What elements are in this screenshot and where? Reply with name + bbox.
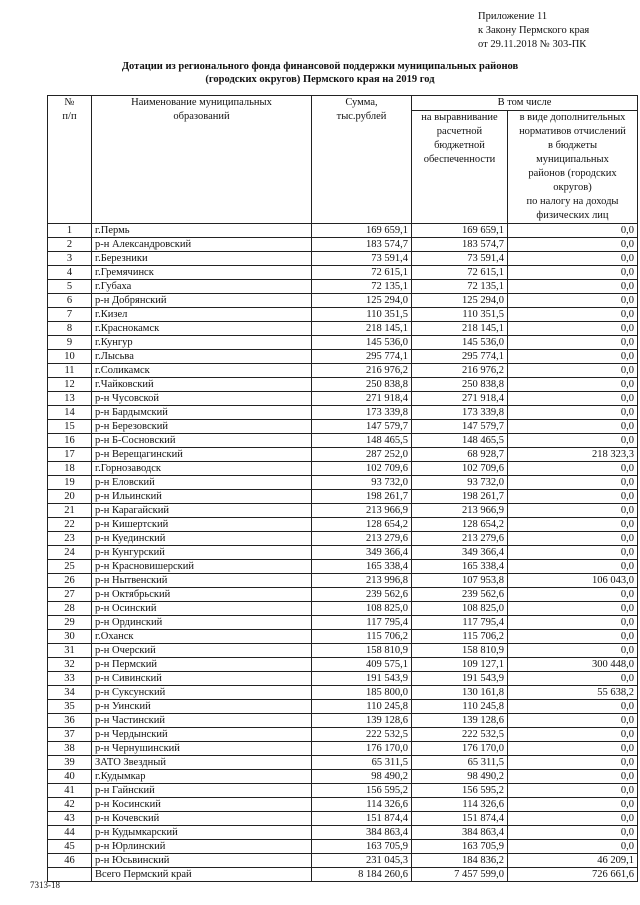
- row-equalization: 198 261,7: [412, 490, 508, 504]
- row-name: г.Березники: [92, 252, 312, 266]
- row-equalization: 239 562,6: [412, 588, 508, 602]
- row-equalization: 163 705,9: [412, 840, 508, 854]
- row-sum: 169 659,1: [312, 224, 412, 238]
- row-equalization: 73 591,4: [412, 252, 508, 266]
- row-sum: 165 338,4: [312, 560, 412, 574]
- row-name: р-н Красновишерский: [92, 560, 312, 574]
- row-sum: 151 874,4: [312, 812, 412, 826]
- row-additional: 0,0: [508, 798, 638, 812]
- row-equalization: 72 135,1: [412, 280, 508, 294]
- row-sum: 213 996,8: [312, 574, 412, 588]
- row-equalization: 117 795,4: [412, 616, 508, 630]
- row-number: 41: [48, 784, 92, 798]
- row-equalization: 295 774,1: [412, 350, 508, 364]
- row-additional: 0,0: [508, 224, 638, 238]
- row-number: 32: [48, 658, 92, 672]
- col-header-sum: Сумма, тыс.рублей: [312, 96, 412, 224]
- row-name: р-н Юрлинский: [92, 840, 312, 854]
- row-additional: 0,0: [508, 602, 638, 616]
- row-equalization: 110 245,8: [412, 700, 508, 714]
- row-sum: 271 918,4: [312, 392, 412, 406]
- document-code: 7313-18: [30, 880, 60, 890]
- row-sum: 125 294,0: [312, 294, 412, 308]
- row-additional: 0,0: [508, 518, 638, 532]
- table-row: [48, 350, 638, 364]
- row-number: 1: [48, 224, 92, 238]
- row-sum: 145 536,0: [312, 336, 412, 350]
- row-name: г.Губаха: [92, 280, 312, 294]
- row-name: р-н Юсьвинский: [92, 854, 312, 868]
- row-sum: 295 774,1: [312, 350, 412, 364]
- table-row: [48, 504, 638, 518]
- table-row: [48, 560, 638, 574]
- row-sum: 139 128,6: [312, 714, 412, 728]
- row-number: 5: [48, 280, 92, 294]
- total-row-additional: 726 661,6: [508, 868, 638, 882]
- row-number: 38: [48, 742, 92, 756]
- row-name: р-н Кишертский: [92, 518, 312, 532]
- row-equalization: 216 976,2: [412, 364, 508, 378]
- row-additional: 0,0: [508, 756, 638, 770]
- row-name: г.Лысьва: [92, 350, 312, 364]
- table-row: [48, 336, 638, 350]
- table-row: [48, 280, 638, 294]
- row-sum: 65 311,5: [312, 756, 412, 770]
- table-row: [48, 448, 638, 462]
- table-row: [48, 798, 638, 812]
- row-sum: 216 976,2: [312, 364, 412, 378]
- row-name: г.Соликамск: [92, 364, 312, 378]
- row-sum: 287 252,0: [312, 448, 412, 462]
- row-sum: 156 595,2: [312, 784, 412, 798]
- table-row: [48, 826, 638, 840]
- table-row: [48, 728, 638, 742]
- row-number: 44: [48, 826, 92, 840]
- row-number: 3: [48, 252, 92, 266]
- row-name: р-н Куединский: [92, 532, 312, 546]
- row-name: р-н Б-Сосновский: [92, 434, 312, 448]
- row-additional: 0,0: [508, 742, 638, 756]
- row-additional: 0,0: [508, 294, 638, 308]
- row-number: 15: [48, 420, 92, 434]
- table-row: [48, 784, 638, 798]
- row-additional: 0,0: [508, 532, 638, 546]
- row-name: р-н Частинский: [92, 714, 312, 728]
- row-additional: 0,0: [508, 770, 638, 784]
- row-sum: 198 261,7: [312, 490, 412, 504]
- row-number: 14: [48, 406, 92, 420]
- row-additional: 0,0: [508, 630, 638, 644]
- row-additional: 0,0: [508, 378, 638, 392]
- total-row-equalization: 7 457 599,0: [412, 868, 508, 882]
- row-equalization: 218 145,1: [412, 322, 508, 336]
- table-row: [48, 266, 638, 280]
- table-row: [48, 686, 638, 700]
- row-number: 23: [48, 532, 92, 546]
- row-number: 8: [48, 322, 92, 336]
- total-row-name: Всего Пермский край: [92, 868, 312, 882]
- appendix-line: Приложение 11: [478, 11, 548, 22]
- table-row: [48, 546, 638, 560]
- row-number: 40: [48, 770, 92, 784]
- row-number: 45: [48, 840, 92, 854]
- row-name: р-н Очерский: [92, 644, 312, 658]
- table-row: [48, 854, 638, 868]
- row-equalization: 93 732,0: [412, 476, 508, 490]
- row-number: 25: [48, 560, 92, 574]
- row-additional: 0,0: [508, 336, 638, 350]
- row-name: г.Кудымкар: [92, 770, 312, 784]
- row-number: 19: [48, 476, 92, 490]
- row-number: 46: [48, 854, 92, 868]
- row-name: р-н Чусовской: [92, 392, 312, 406]
- row-equalization: 213 966,9: [412, 504, 508, 518]
- row-equalization: 115 706,2: [412, 630, 508, 644]
- row-number: 28: [48, 602, 92, 616]
- row-additional: 0,0: [508, 476, 638, 490]
- row-additional: 0,0: [508, 434, 638, 448]
- row-additional: 0,0: [508, 280, 638, 294]
- row-sum: 231 045,3: [312, 854, 412, 868]
- table-row: [48, 602, 638, 616]
- row-equalization: 271 918,4: [412, 392, 508, 406]
- row-name: р-н Кочевский: [92, 812, 312, 826]
- row-equalization: 65 311,5: [412, 756, 508, 770]
- row-additional: 218 323,3: [508, 448, 638, 462]
- row-number: 16: [48, 434, 92, 448]
- table-row: [48, 476, 638, 490]
- row-name: р-н Октябрьский: [92, 588, 312, 602]
- row-additional: 0,0: [508, 504, 638, 518]
- row-number: 6: [48, 294, 92, 308]
- row-name: р-н Кунгурский: [92, 546, 312, 560]
- row-number: 43: [48, 812, 92, 826]
- row-additional: 0,0: [508, 266, 638, 280]
- row-sum: 72 615,1: [312, 266, 412, 280]
- table-row: [48, 756, 638, 770]
- row-name: р-н Ординский: [92, 616, 312, 630]
- row-equalization: 108 825,0: [412, 602, 508, 616]
- row-sum: 102 709,6: [312, 462, 412, 476]
- row-equalization: 158 810,9: [412, 644, 508, 658]
- row-sum: 148 465,5: [312, 434, 412, 448]
- row-equalization: 222 532,5: [412, 728, 508, 742]
- row-number: 18: [48, 462, 92, 476]
- table-row: [48, 252, 638, 266]
- row-additional: 0,0: [508, 490, 638, 504]
- row-number: 30: [48, 630, 92, 644]
- table-row: [48, 518, 638, 532]
- row-name: р-н Березовский: [92, 420, 312, 434]
- row-equalization: 128 654,2: [412, 518, 508, 532]
- row-sum: 191 543,9: [312, 672, 412, 686]
- row-name: р-н Верещагинский: [92, 448, 312, 462]
- row-additional: 0,0: [508, 714, 638, 728]
- row-name: р-н Чернушинский: [92, 742, 312, 756]
- row-sum: 250 838,8: [312, 378, 412, 392]
- title-line: Дотации из регионального фонда финансовой поддержки муниципальных районов: [121, 61, 519, 72]
- row-additional: 0,0: [508, 252, 638, 266]
- row-number: 33: [48, 672, 92, 686]
- row-number: 31: [48, 644, 92, 658]
- col-header-including: В том числе: [412, 96, 638, 111]
- row-additional: 0,0: [508, 812, 638, 826]
- row-number: 27: [48, 588, 92, 602]
- row-equalization: 173 339,8: [412, 406, 508, 420]
- row-additional: 0,0: [508, 728, 638, 742]
- total-row-sum: 8 184 260,6: [312, 868, 412, 882]
- row-equalization: 114 326,6: [412, 798, 508, 812]
- table-row: [48, 224, 638, 238]
- row-name: р-н Александровский: [92, 238, 312, 252]
- row-equalization: 130 161,8: [412, 686, 508, 700]
- col-header-equalization: на выравнивание расчетной бюджетной обеспеченности: [412, 111, 508, 224]
- row-name: г.Гремячинск: [92, 266, 312, 280]
- row-additional: 0,0: [508, 840, 638, 854]
- title-line: (городских округов) Пермского края на 2019 год: [205, 74, 435, 85]
- row-name: р-н Сивинский: [92, 672, 312, 686]
- row-equalization: 72 615,1: [412, 266, 508, 280]
- row-additional: 0,0: [508, 700, 638, 714]
- row-additional: 0,0: [508, 238, 638, 252]
- row-name: р-н Гайнский: [92, 784, 312, 798]
- row-sum: 384 863,4: [312, 826, 412, 840]
- row-sum: 213 279,6: [312, 532, 412, 546]
- row-number: 17: [48, 448, 92, 462]
- row-equalization: 250 838,8: [412, 378, 508, 392]
- row-name: г.Кизел: [92, 308, 312, 322]
- row-number: 9: [48, 336, 92, 350]
- row-equalization: 184 836,2: [412, 854, 508, 868]
- row-name: г.Оханск: [92, 630, 312, 644]
- row-name: р-н Суксунский: [92, 686, 312, 700]
- row-sum: 114 326,6: [312, 798, 412, 812]
- row-name: р-н Карагайский: [92, 504, 312, 518]
- row-equalization: 125 294,0: [412, 294, 508, 308]
- table-row: [48, 770, 638, 784]
- row-number: 42: [48, 798, 92, 812]
- row-name: ЗАТО Звездный: [92, 756, 312, 770]
- row-equalization: 148 465,5: [412, 434, 508, 448]
- row-additional: 106 043,0: [508, 574, 638, 588]
- table-row: [48, 238, 638, 252]
- row-name: р-н Ильинский: [92, 490, 312, 504]
- table-row: [48, 294, 638, 308]
- row-equalization: 68 928,7: [412, 448, 508, 462]
- subsidies-table: [47, 95, 638, 882]
- row-equalization: 110 351,5: [412, 308, 508, 322]
- row-name: г.Пермь: [92, 224, 312, 238]
- row-number: 22: [48, 518, 92, 532]
- row-equalization: 102 709,6: [412, 462, 508, 476]
- row-name: р-н Кудымкарский: [92, 826, 312, 840]
- row-name: р-н Бардымский: [92, 406, 312, 420]
- row-equalization: 169 659,1: [412, 224, 508, 238]
- row-number: 13: [48, 392, 92, 406]
- table-row: [48, 812, 638, 826]
- table-row: [48, 616, 638, 630]
- appendix-line: от 29.11.2018 № 303-ПК: [478, 39, 587, 50]
- row-sum: 173 339,8: [312, 406, 412, 420]
- row-name: р-н Осинский: [92, 602, 312, 616]
- row-additional: 0,0: [508, 406, 638, 420]
- row-number: 24: [48, 546, 92, 560]
- row-sum: 110 351,5: [312, 308, 412, 322]
- row-additional: 300 448,0: [508, 658, 638, 672]
- row-sum: 218 145,1: [312, 322, 412, 336]
- row-equalization: 107 953,8: [412, 574, 508, 588]
- row-sum: 110 245,8: [312, 700, 412, 714]
- table-row: [48, 840, 638, 854]
- row-additional: 0,0: [508, 588, 638, 602]
- table-row: [48, 322, 638, 336]
- row-number: 7: [48, 308, 92, 322]
- row-name: р-н Косинский: [92, 798, 312, 812]
- row-additional: 0,0: [508, 322, 638, 336]
- row-number: 11: [48, 364, 92, 378]
- table-row: [48, 672, 638, 686]
- row-number: 2: [48, 238, 92, 252]
- table-row: [48, 406, 638, 420]
- row-sum: 93 732,0: [312, 476, 412, 490]
- row-sum: 176 170,0: [312, 742, 412, 756]
- row-number: 37: [48, 728, 92, 742]
- row-name: г.Чайковский: [92, 378, 312, 392]
- row-additional: 0,0: [508, 644, 638, 658]
- row-number: 39: [48, 756, 92, 770]
- row-equalization: 384 863,4: [412, 826, 508, 840]
- row-equalization: 147 579,7: [412, 420, 508, 434]
- row-name: р-н Пермский: [92, 658, 312, 672]
- row-sum: 73 591,4: [312, 252, 412, 266]
- row-number: 20: [48, 490, 92, 504]
- row-number: 29: [48, 616, 92, 630]
- table-row: [48, 700, 638, 714]
- total-row: [48, 868, 638, 882]
- table-row: [48, 434, 638, 448]
- row-number: 10: [48, 350, 92, 364]
- row-sum: 108 825,0: [312, 602, 412, 616]
- row-equalization: 98 490,2: [412, 770, 508, 784]
- row-sum: 183 574,7: [312, 238, 412, 252]
- table-row: [48, 462, 638, 476]
- table-row: [48, 630, 638, 644]
- row-number: 12: [48, 378, 92, 392]
- row-additional: 0,0: [508, 350, 638, 364]
- row-number: 21: [48, 504, 92, 518]
- table-row: [48, 308, 638, 322]
- row-equalization: 139 128,6: [412, 714, 508, 728]
- row-sum: 72 135,1: [312, 280, 412, 294]
- row-number: 34: [48, 686, 92, 700]
- row-equalization: 156 595,2: [412, 784, 508, 798]
- appendix-note: [478, 10, 638, 52]
- col-header-additional-norms: в виде дополнительных нормативов отчислений в бюджеты муниципальных районов (городских округов) по налогу на доходы физических лиц: [508, 111, 638, 224]
- row-equalization: 183 574,7: [412, 238, 508, 252]
- row-name: г.Кунгур: [92, 336, 312, 350]
- row-sum: 349 366,4: [312, 546, 412, 560]
- row-additional: 0,0: [508, 672, 638, 686]
- row-additional: 0,0: [508, 826, 638, 840]
- row-name: р-н Уинский: [92, 700, 312, 714]
- row-additional: 55 638,2: [508, 686, 638, 700]
- row-equalization: 165 338,4: [412, 560, 508, 574]
- table-row: [48, 378, 638, 392]
- row-number: 26: [48, 574, 92, 588]
- row-name: г.Горнозаводск: [92, 462, 312, 476]
- table-row: [48, 644, 638, 658]
- row-name: р-н Нытвенский: [92, 574, 312, 588]
- table-row: [48, 574, 638, 588]
- row-sum: 158 810,9: [312, 644, 412, 658]
- row-sum: 117 795,4: [312, 616, 412, 630]
- row-sum: 213 966,9: [312, 504, 412, 518]
- table-row: [48, 714, 638, 728]
- row-number: 4: [48, 266, 92, 280]
- row-additional: 0,0: [508, 546, 638, 560]
- row-sum: 147 579,7: [312, 420, 412, 434]
- table-row: [48, 532, 638, 546]
- row-equalization: 191 543,9: [412, 672, 508, 686]
- row-sum: 128 654,2: [312, 518, 412, 532]
- row-additional: 0,0: [508, 616, 638, 630]
- row-equalization: 349 366,4: [412, 546, 508, 560]
- row-additional: 46 209,1: [508, 854, 638, 868]
- row-additional: 0,0: [508, 364, 638, 378]
- table-row: [48, 490, 638, 504]
- row-name: р-н Еловский: [92, 476, 312, 490]
- row-sum: 98 490,2: [312, 770, 412, 784]
- appendix-line: к Закону Пермского края: [478, 25, 590, 36]
- row-equalization: 151 874,4: [412, 812, 508, 826]
- row-additional: 0,0: [508, 784, 638, 798]
- row-additional: 0,0: [508, 560, 638, 574]
- row-equalization: 176 170,0: [412, 742, 508, 756]
- row-sum: 115 706,2: [312, 630, 412, 644]
- row-sum: 239 562,6: [312, 588, 412, 602]
- row-number: 35: [48, 700, 92, 714]
- table-row: [48, 392, 638, 406]
- row-name: р-н Чердынский: [92, 728, 312, 742]
- row-sum: 185 800,0: [312, 686, 412, 700]
- table-row: [48, 420, 638, 434]
- row-equalization: 109 127,1: [412, 658, 508, 672]
- row-sum: 163 705,9: [312, 840, 412, 854]
- row-equalization: 145 536,0: [412, 336, 508, 350]
- document-title: [70, 60, 570, 86]
- col-header-name: Наименование муниципальных образований: [92, 96, 312, 224]
- table-row: [48, 364, 638, 378]
- row-additional: 0,0: [508, 420, 638, 434]
- table-row: [48, 742, 638, 756]
- table-body: [48, 224, 638, 882]
- row-sum: 222 532,5: [312, 728, 412, 742]
- row-additional: 0,0: [508, 308, 638, 322]
- row-additional: 0,0: [508, 462, 638, 476]
- table-row: [48, 588, 638, 602]
- row-name: г.Краснокамск: [92, 322, 312, 336]
- table-row: [48, 658, 638, 672]
- col-header-number: № п/п: [48, 96, 92, 224]
- row-name: р-н Добрянский: [92, 294, 312, 308]
- row-additional: 0,0: [508, 392, 638, 406]
- row-sum: 409 575,1: [312, 658, 412, 672]
- row-number: 36: [48, 714, 92, 728]
- row-equalization: 213 279,6: [412, 532, 508, 546]
